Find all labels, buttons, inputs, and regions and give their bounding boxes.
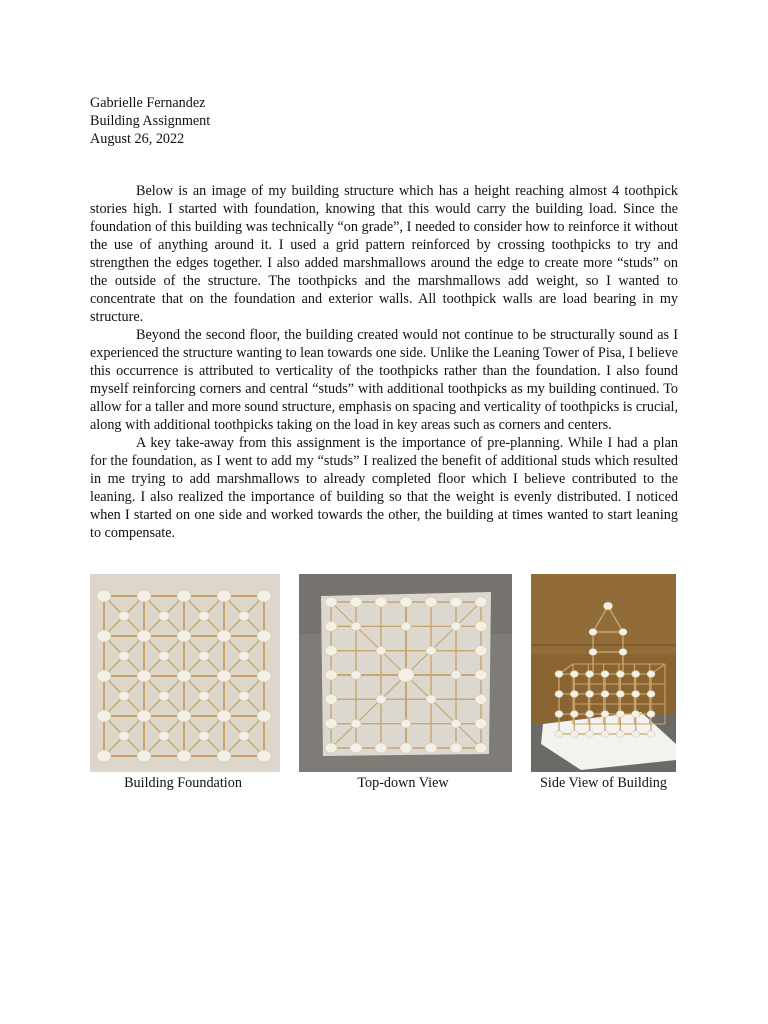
document-header [90,94,210,148]
paragraph: Below is an image of my building structure which has a height reaching almost 4 toothpick stories high. I started with foundation, knowing that this would carry the building load. Since the foundation of this building was technically “on grade”, I needed to consider how to reinforce it without the use of anything around it. I used a grid pattern reinforced by crossing toothpicks to try and strengthen the edges together. I also added marshmallows around the edge to create more “studs” on the outside of the structure. The toothpicks and the marshmallows add weight, so I wanted to concentrate that on the foundation and exterior walls. All toothpick walls are load bearing in my structure. [90,183,678,325]
caption-top-down-view: Top-down View [357,775,449,791]
caption-side-view: Side View of Building [540,775,667,791]
paragraph: Beyond the second floor, the building created would not continue to be structurally sound as I experienced the structure wanting to lean towards one side. Unlike the Leaning Tower of Pisa, I believe this occurrence is attributed to verticality of the toothpicks rather than the foundation. I also found myself reinforcing corners and central “studs” with additional toothpicks as my building continued. To allow for a taller and more sound structure, emphasis on spacing and verticality of toothpicks is crucial, along with additional toothpicks taking on the load in key areas such as corners and centers. [90,327,678,433]
essay-body [90,182,678,542]
caption-building-foundation: Building Foundation [124,775,242,791]
document-date: August 26, 2022 [90,131,185,147]
foundation-photo [90,574,280,772]
paragraph: A key take-away from this assignment is the importance of pre-planning. While I had a plan for the foundation, as I went to add my “studs” I realized the benefit of additional studs which resulted in me trying to add marshmallows to already completed floor which I believe contributed to the leaning. I also realized the importance of building so that the weight is evenly distributed. I noticed when I started on one side and worked towards the other, the building at times wanted to start leaning to compensate. [90,435,678,541]
assignment-title: Building Assignment [90,113,211,129]
side-view-photo [531,574,676,772]
author-name: Gabrielle Fernandez [90,95,206,111]
top-down-photo [299,574,512,772]
